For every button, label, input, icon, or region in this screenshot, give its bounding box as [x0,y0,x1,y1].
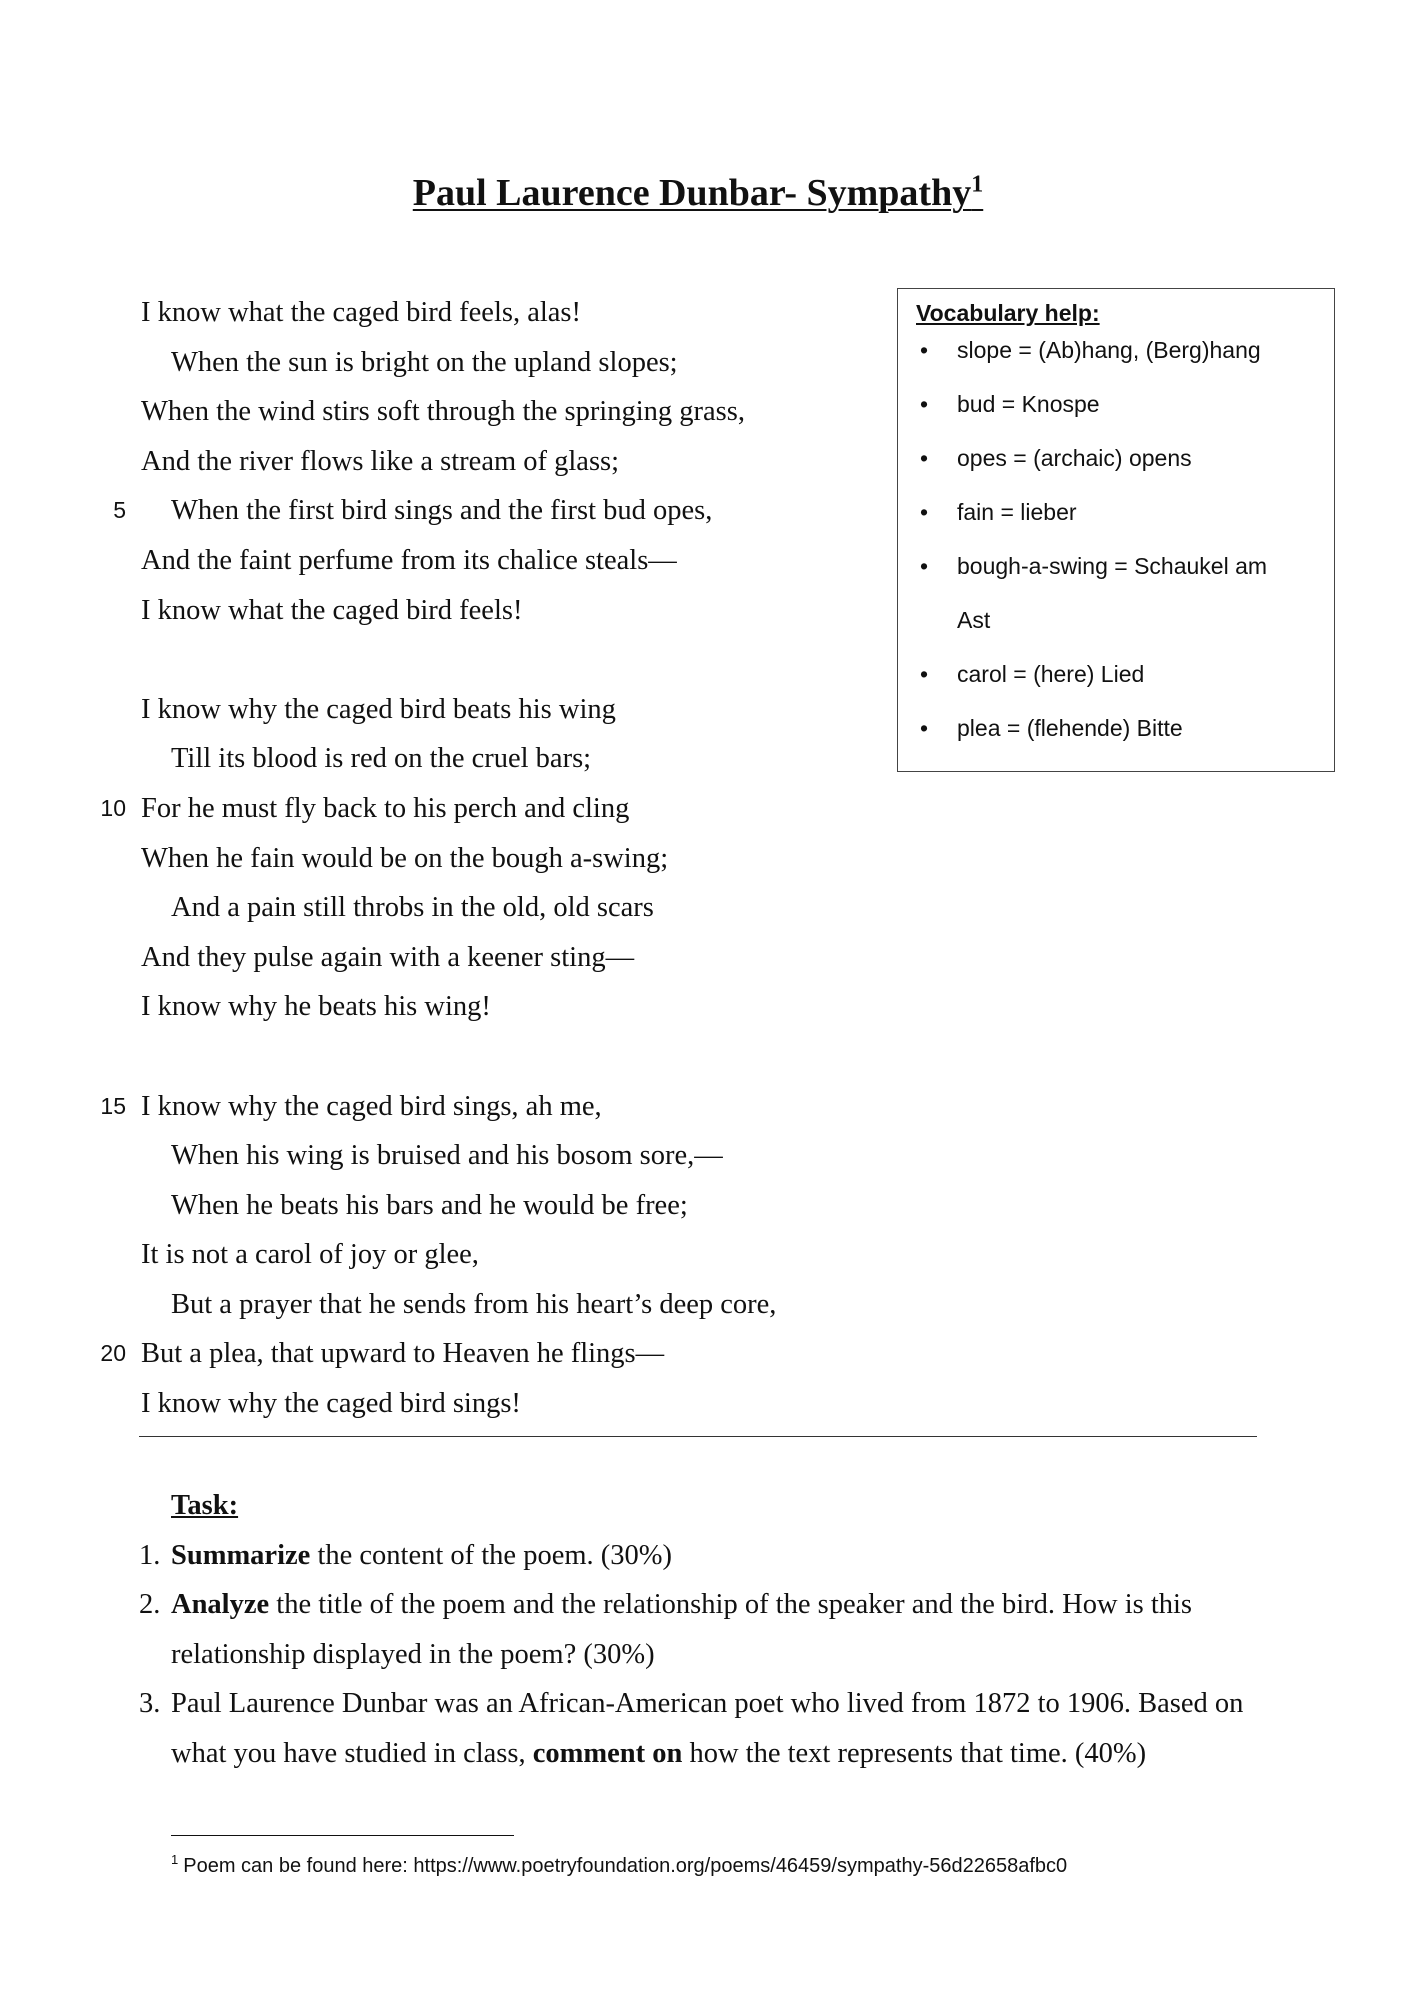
task-item-number: 3. [139,1688,161,1720]
poem-line [0,784,880,834]
poem-line-text: And the faint perfume from its chalice steals— [141,544,677,576]
poem-line [0,1131,880,1181]
poem-line-text: I know why he beats his wing! [141,991,491,1023]
task-heading: Task: [171,1490,239,1521]
poem-line-text: I know why the caged bird sings, ah me, [141,1090,602,1122]
vocabulary-item: • opes = (archaic) opens [920,431,1287,485]
poem-line-text: And they pulse again with a keener sting— [141,941,635,973]
title-underlined [413,172,983,214]
vocabulary-item: • fain = lieber [920,485,1287,539]
poem-line-text: Till its blood is red on the cruel bars; [171,743,592,775]
poem-stanza [0,685,880,1032]
task-item-text: the title of the poem and the relationship of the speaker and the bird. How is this relationship displayed in the poem? (30%) [171,1589,1193,1670]
poem-line [0,1082,880,1132]
poem-line [0,1230,880,1280]
task-item-keyword: Analyze [171,1589,270,1621]
poem-line-text: I know why the caged bird beats his wing [141,693,616,725]
poem-line [0,338,880,388]
footnote-text: Poem can be found here: https://www.poetryfoundation.org/poems/46459/sympathy-56d22658afbc0 [183,1855,1068,1877]
vocabulary-item: • bough-a-swing = Schaukel am Ast [920,539,1287,647]
poem-line [0,536,880,586]
vocabulary-item: • bud = Knospe [920,377,1287,431]
poem-line-text: When he fain would be on the bough a-swing; [141,842,669,874]
task-item [139,1679,1281,1778]
footnote [171,1851,1067,1881]
task-item-number: 1. [139,1539,161,1571]
poem-line-text: I know why the caged bird sings! [141,1388,521,1420]
line-number: 15 [100,1092,126,1119]
poem-line [0,1280,880,1330]
line-number: 10 [100,794,126,821]
poem-line [0,586,880,636]
vocabulary-item: • carol = (here) Lied [920,647,1287,701]
poem-line [0,486,880,536]
poem-line [0,982,880,1032]
footnote-divider [171,1835,514,1836]
poem-line-text: And the river flows like a stream of glass; [141,445,620,477]
vocabulary-box [897,288,1335,772]
poem-stanza [0,1082,880,1429]
poem-line [0,387,880,437]
poem-line-text: When he beats his bars and he would be free; [171,1189,688,1221]
poem-line-text: But a plea, that upward to Heaven he flings— [141,1338,665,1370]
poem-line [0,883,880,933]
title-footnote-mark: 1 [971,171,984,198]
vocabulary-item: • plea = (flehende) Bitte [920,701,1287,755]
poem-line [0,834,880,884]
task-item-text: how the text represents that time. (40%) [682,1737,1147,1769]
poem-line-text: When his wing is bruised and his bosom sore,— [171,1140,723,1172]
poem-line [0,933,880,983]
title-text: Paul Laurence Dunbar- Sympathy [412,172,972,214]
poem-line-text: When the first bird sings and the first bud opes, [171,495,713,527]
poem-line [0,437,880,487]
task-item-text: the content of the poem. (30%) [310,1539,672,1571]
poem-line [0,288,880,338]
poem-line [0,734,880,784]
vocabulary-item: • slope = (Ab)hang, (Berg)hang [920,323,1287,377]
poem-line-text: But a prayer that he sends from his heart’s deep core, [171,1288,777,1320]
poem-line-text: When the sun is bright on the upland slopes; [171,346,678,378]
section-divider [139,1436,1257,1437]
line-number: 5 [113,497,126,524]
poem-line-text: For he must fly back to his perch and cling [141,792,630,824]
task-item-keyword: Summarize [171,1539,311,1571]
poem-line-text: When the wind stirs soft through the springing grass, [141,396,745,428]
poem-line [0,1379,880,1429]
poem-line-text: It is not a carol of joy or glee, [141,1239,479,1271]
vocabulary-heading: Vocabulary help: [916,300,1100,326]
poem-line [0,1181,880,1231]
task-section [0,1481,1300,1779]
task-item [139,1580,1281,1679]
poem-stanza [0,288,880,635]
poem-line-text: I know what the caged bird feels, alas! [141,297,581,328]
vocabulary-list [920,323,1287,755]
poem-line-text: I know what the caged bird feels! [141,594,523,626]
task-item-text: Paul Laurence Dunbar was an African-American poet who lived from 1872 to 1906. Based on what you have studied in class, [171,1688,1244,1769]
footnote-mark: 1 [171,1852,179,1868]
poem-line [0,1329,880,1379]
poem-line [0,685,880,735]
page-title [0,169,1396,217]
poem-line-text: And a pain still throbs in the old, old scars [171,892,654,924]
poem [0,288,880,1478]
task-item-number: 2. [139,1589,161,1621]
task-item [139,1531,1281,1581]
line-number: 20 [100,1340,126,1367]
task-item-keyword: comment on [532,1737,683,1769]
